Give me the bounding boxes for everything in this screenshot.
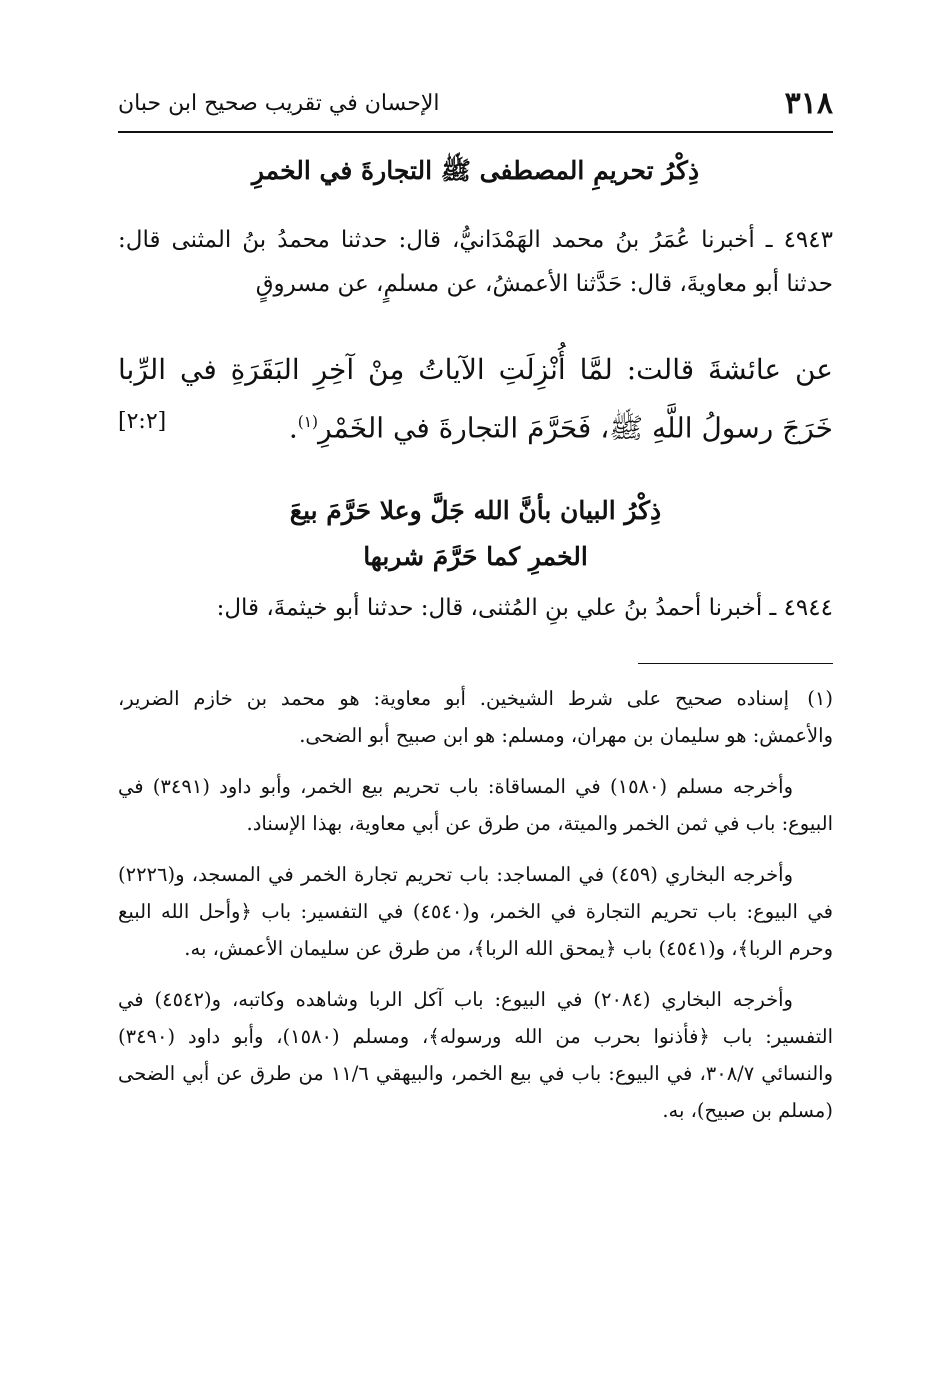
section-heading-2 bbox=[118, 488, 833, 580]
footnote-1-para-1 bbox=[118, 680, 833, 754]
section-heading-1: ذِكْرُ تحريمِ المصطفى ﷺ التجارةَ في الخمرِ bbox=[251, 156, 700, 185]
hadith-4943-matn bbox=[118, 344, 833, 454]
footnote-ref: (١) bbox=[297, 413, 319, 431]
page-number: ٣١٨ bbox=[784, 86, 833, 121]
running-title: الإحسان في تقريب صحيح ابن حبان bbox=[118, 91, 440, 116]
footnote-3-text: وأخرجه البخاري (٤٥٩) في المساجد: باب تحريم تجارة الخمر في المسجد، و(٢٢٢٦) في البيوع: باب تحريم التجارة في الخمر، و(٤٥٤٠) في التفسير: باب ﴿وأحل الله البيع وحرم الربا﴾، و(٤٥٤١) باب ﴿يمحق الله الربا﴾، من طرق عن سليمان الأعمش، به. bbox=[118, 863, 833, 960]
footnote-4-text: وأخرجه البخاري (٢٠٨٤) في البيوع: باب آكل الربا وشاهده وكاتبه، و(٤٥٤٢) في التفسير: باب ﴿فأذنوا بحرب من الله ورسوله﴾، ومسلم (١٥٨٠)، وأبو داود (٣٤٩٠) والنسائي ٣٠٨/٧، في البيوع: باب في بيع الخمر، والبيهقي ١١/٦ من طرق عن أبي الضحى (مسلم بن صبيح)، به. bbox=[118, 988, 833, 1122]
hadith-4944-isnad: ٤٩٤٤ ـ أخبرنا أحمدُ بنُ علي بنِ المُثنى، قال: حدثنا أبو خيثمةَ، قال: bbox=[216, 595, 833, 621]
end-mark: . bbox=[288, 411, 298, 445]
section-heading-2-line1: ذِكْرُ البيان بأنَّ الله جَلَّ وعلا حَرَّمَ بيعَ bbox=[289, 496, 662, 525]
footnote-marker: (١) bbox=[807, 687, 833, 710]
footnote-1-para-3 bbox=[118, 856, 833, 967]
hadith-quote: عن عائشةَ قالت: لمَّا أُنْزِلَتِ الآياتُ مِنْ آخِرِ البَقَرَةِ في الرِّبا خَرَجَ رسولُ اللَّهِ ﷺ، فَحَرَّمَ التجارةَ في الخَمْرِ bbox=[118, 353, 833, 445]
footnote-1-text: إسناده صحيح على شرط الشيخين. أبو معاوية: هو محمد بن خازم الضرير، والأعمش: هو سليمان بن مهران، ومسلم: هو ابن صبيح أبو الضحى. bbox=[118, 687, 833, 747]
cross-reference: [٢:٢] bbox=[118, 409, 167, 434]
header-rule bbox=[118, 131, 833, 133]
footnote-1-para-2 bbox=[118, 768, 833, 842]
footnote-1-para-4 bbox=[118, 981, 833, 1129]
footnote-rule bbox=[638, 663, 833, 664]
page-header bbox=[118, 84, 833, 124]
footnote-2-text: وأخرجه مسلم (١٥٨٠) في المساقاة: باب تحريم بيع الخمر، وأبو داود (٣٤٩١) في البيوع: باب في ثمن الخمر والميتة، من طرق عن أبي معاوية، بهذا الإسناد. bbox=[118, 775, 833, 835]
section-heading-2-line2: الخمرِ كما حَرَّمَ شربها bbox=[363, 542, 588, 571]
hadith-4943-isnad: ٤٩٤٣ ـ أخبرنا عُمَرُ بنُ محمد الهَمْدَانيُّ، قال: حدثنا محمدُ بنُ المثنى قال: حدثنا أبو معاويةَ، قال: حَدَّثنا الأعمشُ، عن مسلمٍ، عن مسروقٍ bbox=[118, 227, 833, 297]
footnotes bbox=[118, 680, 833, 1143]
